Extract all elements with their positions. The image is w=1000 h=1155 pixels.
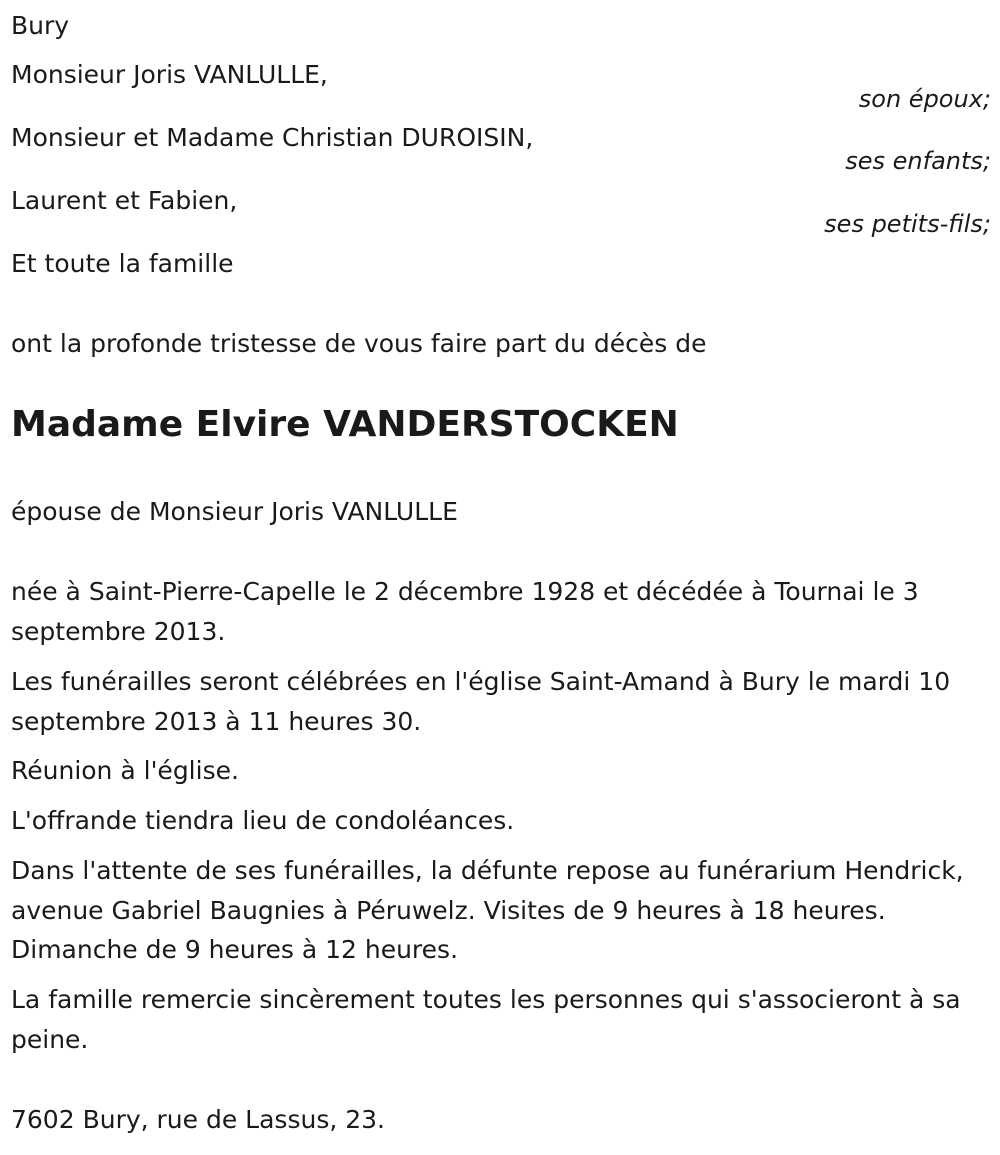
announcement-text: ont la profonde tristesse de vous faire part du décès de xyxy=(11,329,707,358)
family-role-grandchildren: ses petits-fils; xyxy=(824,210,991,238)
family-role-spouse: son époux; xyxy=(858,85,991,113)
meeting-paragraph: Réunion à l'église. xyxy=(11,756,239,785)
offering-paragraph: L'offrande tiendra lieu de condoléances. xyxy=(11,806,515,835)
birth-death-paragraph: née à Saint-Pierre-Capelle le 2 décembre 1928 et décédée à Tournai le 3 septembre 2013. xyxy=(11,577,919,646)
family-role-children: ses enfants; xyxy=(845,147,991,175)
family-member-others: Et toute la famille xyxy=(11,249,234,278)
locality-heading: Bury xyxy=(11,11,70,40)
spouse-line: épouse de Monsieur Joris VANLULLE xyxy=(11,497,458,526)
funeral-home-paragraph: Dans l'attente de ses funérailles, la défunte repose au funérarium Hendrick, avenue Gabriel Baugnies à Péruwelz. Visites de 9 heures à 18 heures. Dimanche de 9 heures à 12 heures. xyxy=(11,856,964,964)
funeral-paragraph: Les funérailles seront célébrées en l'église Saint-Amand à Bury le mardi 10 septembre 2013 à 11 heures 30. xyxy=(11,667,951,736)
deceased-name: Madame Elvire VANDERSTOCKEN xyxy=(11,404,679,445)
thanks-paragraph: La famille remercie sincèrement toutes les personnes qui s'associeront à sa peine. xyxy=(11,985,961,1054)
family-member-spouse: Monsieur Joris VANLULLE, xyxy=(11,60,328,89)
family-address: 7602 Bury, rue de Lassus, 23. xyxy=(11,1105,385,1134)
obituary-notice xyxy=(11,0,991,1155)
family-member-children: Monsieur et Madame Christian DUROISIN, xyxy=(11,123,534,152)
family-member-grandchildren: Laurent et Fabien, xyxy=(11,186,238,215)
